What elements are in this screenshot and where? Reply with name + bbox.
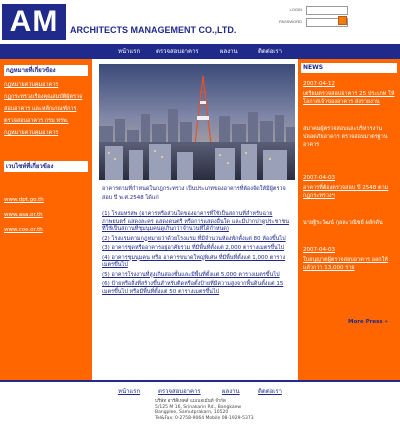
news-heading: NEWS [301,63,397,73]
news-title[interactable]: อาคารที่ต้องตรวจสอบ ปี 2548 ตามกฎกระทรวงฯ [303,185,389,199]
websites-heading: เวบไซท์ที่เกี่ยวข้อง [4,161,88,172]
city-skyline-photo [99,64,295,180]
news-date[interactable]: 2007-04-03 [303,247,335,253]
footer-link-portfolio[interactable]: ผลงาน [222,388,240,395]
news-title[interactable]: เตรียมตรวจสอบอาคาร 25 ประเภท ให้โอกาสเจ้าของอาคาร ส่งรายงาน [303,91,395,105]
nav-portfolio[interactable]: ผลงาน [220,48,238,55]
law-link[interactable]: กฎหมายควบคุมอาคาร [4,130,59,136]
laws-heading: กฎหมายที่เกี่ยวข้อง [4,65,88,76]
left-sidebar [0,59,92,380]
skyline-image [99,64,295,180]
intro-text: อาคารตามที่กำหนดในกฎกระทรวง เป็นประเภทของอาคารที่ต้องจัดให้มีผู้ตรวจสอบ ปี พ.ศ.2548 ได้แก่ [102,186,286,201]
company-address [155,399,295,421]
company-name: ARCHITECTS MANAGEMENT CO.,LTD. [70,25,237,35]
nav-home[interactable]: หน้าแรก [118,48,141,55]
address-line: Tel&Fax: 0-2758-9064 Mobile 08-1929-5373 [155,415,254,421]
list-item[interactable]: (3) อาคารชุดหรืออาคารอยู่อาศัยรวม ที่มีพื้นที่ตั้งแต่ 2,000 ตารางเมตรขึ้นไป [102,245,285,251]
news-date[interactable]: 2007-04-12 [303,81,335,87]
news-title[interactable]: นายฐิระวัฒน์ กุลละวณิชย์ ผลักดัน [303,220,383,226]
more-press-link[interactable]: More Press » [348,319,389,325]
login-label: LOGIN [289,7,302,12]
list-item[interactable]: (1) โรงมหรสพ (อาคารหรือส่วนใดของอาคารที่ใช้เป็นสถานที่สำหรับฉายภาพยนตร์ แสดงละคร แสดงดนตรี หรือการแสดงอื่นใด และมีปากปาดูประชาชนที่ใช้เป็นสถานที่ชุมนุมคนดูเกินกว่าจำนวนที่ได้กำหนด) [102,211,289,232]
main-content [92,59,298,380]
list-item[interactable]: (4) อาคารชุมนุมคน หรือ อาคารขนาดใหญ่พิเศษ ที่มีพื้นที่ตั้งแต่ 1,000 ตารางเมตรขึ้นไป [102,254,286,268]
main-nav [0,44,400,59]
address-line: บริษัท อาร์คิเทคส์ แมเนจเม้นท์ จำกัด [155,399,226,404]
footer-divider [0,380,400,382]
law-link[interactable]: สอบอาคาร และหลักเกณฑ์การ [4,106,77,112]
footer-nav [0,386,400,396]
law-link[interactable]: กฎกระทรวงเรื่องคุณสมบัติผู้ตรวจ [4,94,83,100]
footer-link-contact[interactable]: ติดต่อเรา [258,388,282,395]
password-label: PASSWORD [278,19,302,24]
law-link[interactable]: ตรวจสอบอาคาร กรม ทรพ. [4,118,69,124]
law-link[interactable]: กฎหมายควบคุมอาคาร [4,82,59,88]
website-link[interactable]: www.dpt.go.th [4,197,44,203]
address-line: 5/125 M 16, Srinakarin Rd., Bangkaew [155,404,242,410]
list-item[interactable]: (2) โรงแรมตามกฎหมายว่าด้วยโรงแรม ที่มีจำนวนห้องพักตั้งแต่ 80 ห้องขึ้นไป [102,235,286,242]
website-link[interactable]: www.asa.or.th [4,212,43,218]
login-submit-button[interactable] [338,16,347,25]
password-row [262,17,350,29]
list-item[interactable]: (6) ป้ายหรือสิ่งที่สร้างขึ้นสำหรับติดหรือตั้งป้ายที่มีความสูงจากพื้นดินตั้งแต่ 15 เมตรขึ้นไป หรือมีพื้นที่ตั้งแต่ 50 ตารางเมตรขึ้นไป [102,281,284,295]
header [0,0,400,44]
footer-link-home[interactable]: หน้าแรก [118,388,141,395]
website-link[interactable]: www.coe.or.th [4,227,43,233]
nav-contact[interactable]: ติดต่อเรา [258,48,282,55]
address-line: Bangplee, Samutprakarn, 10520 [155,410,229,415]
login-panel [262,3,350,33]
login-row [262,5,350,17]
nav-building-inspection[interactable]: ตรวจสอบอาคาร [156,48,199,55]
footer-link-inspection[interactable]: ตรวจสอบอาคาร [158,388,201,395]
logo[interactable]: AM [2,4,66,40]
news-title[interactable]: สมาคมผู้ตรวจสอบและบริหารงานปลอดภัยอาคาร ตรวจสอบมาตรฐานอาคาร [303,126,388,148]
news-date[interactable]: 2007-04-03 [303,175,335,181]
login-input[interactable] [306,6,348,15]
list-item[interactable]: (5) อาคารโรงงานที่สูงเกินสองชั้นและมีพื้นที่ตั้งแต่ 5,000 ตารางเมตรขึ้นไป [102,271,280,278]
news-title[interactable]: ใบอนุญาตผู้ตรวจสอบอาคาร ออกให้แล้วกว่า 13,000 ราย [303,257,388,271]
building-type-list [102,211,292,298]
news-sidebar [298,59,400,380]
